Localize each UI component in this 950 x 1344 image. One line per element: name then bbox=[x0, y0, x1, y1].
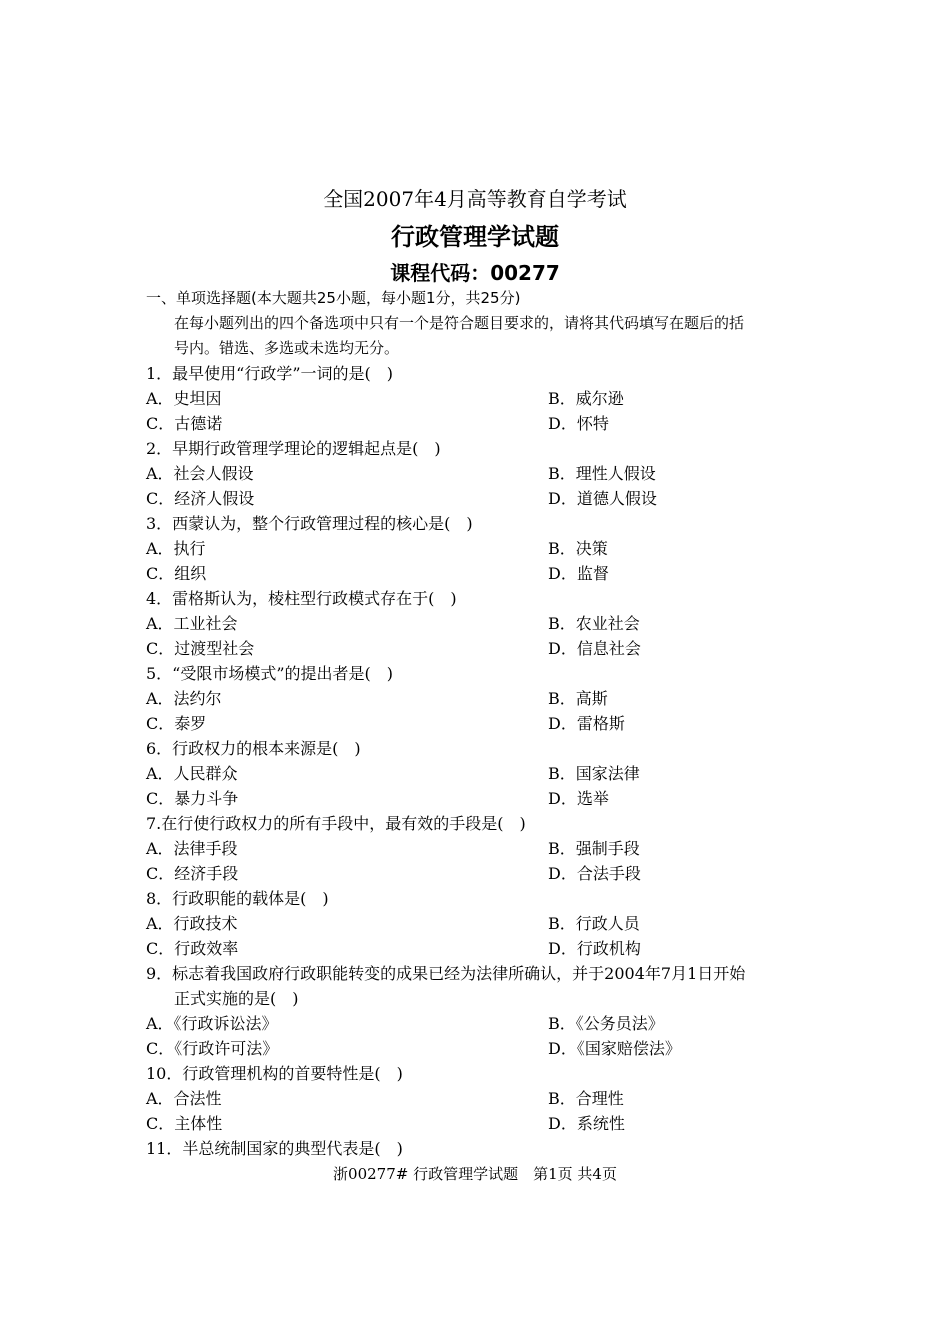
option-row bbox=[146, 1011, 814, 1036]
option-row bbox=[146, 386, 814, 411]
option: A．人民群众 bbox=[146, 764, 238, 783]
option: B．决策 bbox=[548, 539, 608, 558]
option: C．泰罗 bbox=[146, 714, 207, 733]
section-instruction: 在每小题列出的四个备选项中只有一个是符合题目要求的，请将其代码填写在题后的括 bbox=[174, 314, 745, 332]
option: C．暴力斗争 bbox=[146, 789, 239, 808]
question-stem: 5．“受限市场模式”的提出者是( ) bbox=[146, 664, 394, 683]
option: B．农业社会 bbox=[548, 614, 640, 633]
option: A．行政技术 bbox=[146, 914, 238, 933]
question-stem: 4．雷格斯认为，棱柱型行政模式存在于( ) bbox=[146, 589, 457, 608]
option: D．信息社会 bbox=[548, 639, 641, 658]
question-stem: 6．行政权力的根本来源是( ) bbox=[146, 739, 361, 758]
question-stem: 11．半总统制国家的典型代表是( ) bbox=[146, 1139, 403, 1158]
option-row bbox=[146, 936, 814, 961]
option: C．组织 bbox=[146, 564, 207, 583]
option: C．主体性 bbox=[146, 1114, 223, 1133]
option: D．怀特 bbox=[548, 414, 609, 433]
option: D．合法手段 bbox=[548, 864, 641, 883]
option: B．高斯 bbox=[548, 689, 608, 708]
question-stem: 3．西蒙认为，整个行政管理过程的核心是( ) bbox=[146, 514, 473, 533]
option: B．《公务员法》 bbox=[548, 1014, 664, 1033]
option: B．行政人员 bbox=[548, 914, 640, 933]
option-row bbox=[146, 536, 814, 561]
paper-title: 行政管理学试题 bbox=[391, 223, 559, 251]
option: D．选举 bbox=[548, 789, 609, 808]
option: A．工业社会 bbox=[146, 614, 238, 633]
option-row bbox=[146, 786, 814, 811]
option: B．理性人假设 bbox=[548, 464, 656, 483]
option: A．史坦因 bbox=[146, 389, 222, 408]
option-row bbox=[146, 1111, 814, 1136]
question-stem: 7.在行使行政权力的所有手段中，最有效的手段是( ) bbox=[146, 814, 526, 833]
option: D．行政机构 bbox=[548, 939, 641, 958]
option-row bbox=[146, 1036, 814, 1061]
option: B．国家法律 bbox=[548, 764, 640, 783]
option-row bbox=[146, 836, 814, 861]
option: C．经济人假设 bbox=[146, 489, 255, 508]
option-row bbox=[146, 461, 814, 486]
section-instruction: 号内。错选、多选或未选均无分。 bbox=[174, 339, 400, 357]
option: A．法律手段 bbox=[146, 839, 238, 858]
exam-title: 全国2007年4月高等教育自学考试 bbox=[323, 187, 627, 211]
option: A．法约尔 bbox=[146, 689, 222, 708]
question-stem: 1．最早使用“行政学”一词的是( ) bbox=[146, 364, 394, 383]
question-stem: 8．行政职能的载体是( ) bbox=[146, 889, 329, 908]
option: D．监督 bbox=[548, 564, 609, 583]
option: A．执行 bbox=[146, 539, 206, 558]
section-heading: 一、单项选择题(本大题共25小题，每小题1分，共25分) bbox=[146, 289, 521, 307]
option-row bbox=[146, 1086, 814, 1111]
option: C．行政效率 bbox=[146, 939, 239, 958]
option: B．强制手段 bbox=[548, 839, 640, 858]
question-list bbox=[146, 286, 814, 1161]
option-row bbox=[146, 711, 814, 736]
option: C．经济手段 bbox=[146, 864, 239, 883]
question-stem: 9．标志着我国政府行政职能转变的成果已经为法律所确认，并于2004年7月1日开始 bbox=[146, 964, 746, 983]
option: B．威尔逊 bbox=[548, 389, 624, 408]
option: C．《行政许可法》 bbox=[146, 1039, 279, 1058]
option: A．社会人假设 bbox=[146, 464, 254, 483]
page-footer: 浙00277# 行政管理学试题 第1页 共4页 bbox=[333, 1165, 617, 1183]
option: A．合法性 bbox=[146, 1089, 222, 1108]
option-row bbox=[146, 611, 814, 636]
option: A．《行政诉讼法》 bbox=[146, 1014, 278, 1033]
course-code: 课程代码：00277 bbox=[390, 261, 560, 285]
option-row bbox=[146, 911, 814, 936]
question-stem: 10．行政管理机构的首要特性是( ) bbox=[146, 1064, 403, 1083]
option: C．过渡型社会 bbox=[146, 639, 255, 658]
option-row bbox=[146, 636, 814, 661]
question-stem: 2．早期行政管理学理论的逻辑起点是( ) bbox=[146, 439, 441, 458]
option-row bbox=[146, 861, 814, 886]
option-row bbox=[146, 686, 814, 711]
option: D．道德人假设 bbox=[548, 489, 657, 508]
option-row bbox=[146, 486, 814, 511]
option: B．合理性 bbox=[548, 1089, 624, 1108]
option-row bbox=[146, 761, 814, 786]
option-row bbox=[146, 561, 814, 586]
question-stem-continuation: 正式实施的是( ) bbox=[174, 989, 299, 1008]
option: D．《国家赔偿法》 bbox=[548, 1039, 681, 1058]
option: D．系统性 bbox=[548, 1114, 625, 1133]
option: C．古德诺 bbox=[146, 414, 223, 433]
option: D．雷格斯 bbox=[548, 714, 625, 733]
option-row bbox=[146, 411, 814, 436]
